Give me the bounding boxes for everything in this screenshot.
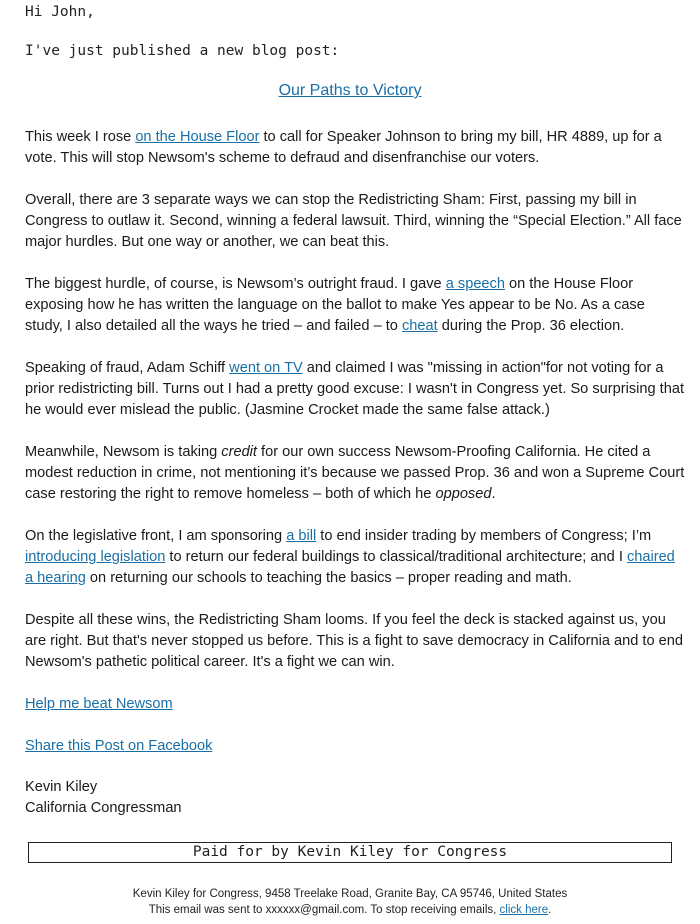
paragraph-2: Overall, there are 3 separate ways we can stop the Redistricting Sham: First, passing my bill in Congress to outlaw it. Second, winning a federal lawsuit. Third, winning the “Special Election.” All face major hurdles. But one way or another, we can beat this. bbox=[25, 192, 682, 250]
p6-text-a: On the legislative front, I am sponsoring bbox=[25, 528, 287, 544]
p6-text-d: on returning our schools to teaching the basics – proper reading and math. bbox=[85, 570, 572, 586]
paragraph-6 bbox=[25, 526, 685, 589]
p1-text-a: This week I rose bbox=[25, 129, 136, 145]
cheat-link[interactable]: cheat bbox=[401, 318, 438, 334]
p5-text-a: Meanwhile, Newsom is taking bbox=[25, 444, 222, 460]
a-bill-link[interactable]: a bill bbox=[286, 528, 317, 544]
p6-text-c: to return our federal buildings to classical/traditional architecture; and I bbox=[165, 549, 627, 565]
paragraph-4 bbox=[25, 358, 685, 421]
footer-address: Kevin Kiley for Congress, 9458 Treelake Road, Granite Bay, CA 95746, United States bbox=[132, 888, 568, 900]
help-beat-newsom-link[interactable]: Help me beat Newsom bbox=[25, 696, 173, 712]
p6-text-b: to end insider trading by members of Congress; I’m bbox=[316, 528, 652, 544]
footer-sent-to-line bbox=[0, 902, 700, 918]
greeting: Hi John, bbox=[25, 4, 95, 20]
p1-text-b: to call for Speaker Johnson to bring my bill, HR 4889, up for a vote. This will stop Newsom's scheme to defraud and disenfranchise our voters. bbox=[25, 129, 662, 166]
paragraph-7: Despite all these wins, the Redistricting Sham looms. If you feel the deck is stacked against us, you are right. But that's never stopped us before. This is a fight to save democracy in California and to end Newsom's pathetic political career. It's a fight we can win. bbox=[25, 612, 683, 670]
p4-text-a: Speaking of fraud, Adam Schiff bbox=[25, 360, 230, 376]
paragraph-3 bbox=[25, 274, 685, 337]
paragraph-1 bbox=[25, 127, 685, 169]
p3-text-c: during the Prop. 36 election. bbox=[437, 318, 625, 334]
p3-text-a: The biggest hurdle, of course, is Newsom’s outright fraud. I gave bbox=[25, 276, 446, 292]
footer-sent-to-text: This email was sent to xxxxxx@gmail.com. To stop receiving emails, bbox=[148, 904, 500, 916]
email-footer bbox=[0, 886, 700, 918]
paragraph-5 bbox=[25, 442, 685, 505]
p5-emphasis-opposed: opposed bbox=[435, 486, 492, 502]
signature-title: California Congressman bbox=[25, 800, 182, 816]
post-body bbox=[25, 127, 685, 778]
house-floor-link[interactable]: on the House Floor bbox=[135, 129, 260, 145]
p5-text-c: . bbox=[491, 486, 496, 502]
speech-link[interactable]: a speech bbox=[445, 276, 505, 292]
went-on-tv-link[interactable]: went on TV bbox=[229, 360, 303, 376]
p4-text-b: and claimed I was "missing in action"for not voting for a prior redistricting bill. Turns out I had a pretty good excuse: I wasn't in Congress yet. So surprising that he would ever mislead the public. (Jasmine Crocket made the same false attack.) bbox=[25, 360, 685, 418]
chaired-hearing-link[interactable]: chaired a hearing bbox=[25, 549, 675, 586]
intro-line: I've just published a new blog post: bbox=[25, 43, 340, 59]
footer-period: . bbox=[548, 904, 552, 916]
unsubscribe-link[interactable]: click here bbox=[499, 904, 549, 916]
paid-for-disclaimer: Paid for by Kevin Kiley for Congress bbox=[28, 842, 672, 863]
signature-name: Kevin Kiley bbox=[25, 779, 98, 795]
cta-beat-newsom-line bbox=[25, 694, 685, 715]
signature-block bbox=[25, 777, 182, 819]
post-title-link[interactable]: Our Paths to Victory bbox=[278, 82, 422, 99]
p3-text-b: on the House Floor exposing how he has written the language on the ballot to make Yes appear to be No. As a case study, I also detailed all the ways he tried – and failed – to bbox=[25, 276, 645, 334]
cta-share-line bbox=[25, 736, 685, 757]
p5-emphasis-credit: credit bbox=[221, 444, 257, 460]
p5-text-b: for our own success Newsom-Proofing California. He cited a modest reduction in crime, not mentioning it’s because we passed Prop. 36 and won a Supreme Court case restoring the right to remove homeless – both of which he bbox=[25, 444, 685, 502]
post-title-container bbox=[0, 82, 700, 100]
introducing-legislation-link[interactable]: introducing legislation bbox=[25, 549, 166, 565]
share-facebook-link[interactable]: Share this Post on Facebook bbox=[25, 738, 213, 754]
